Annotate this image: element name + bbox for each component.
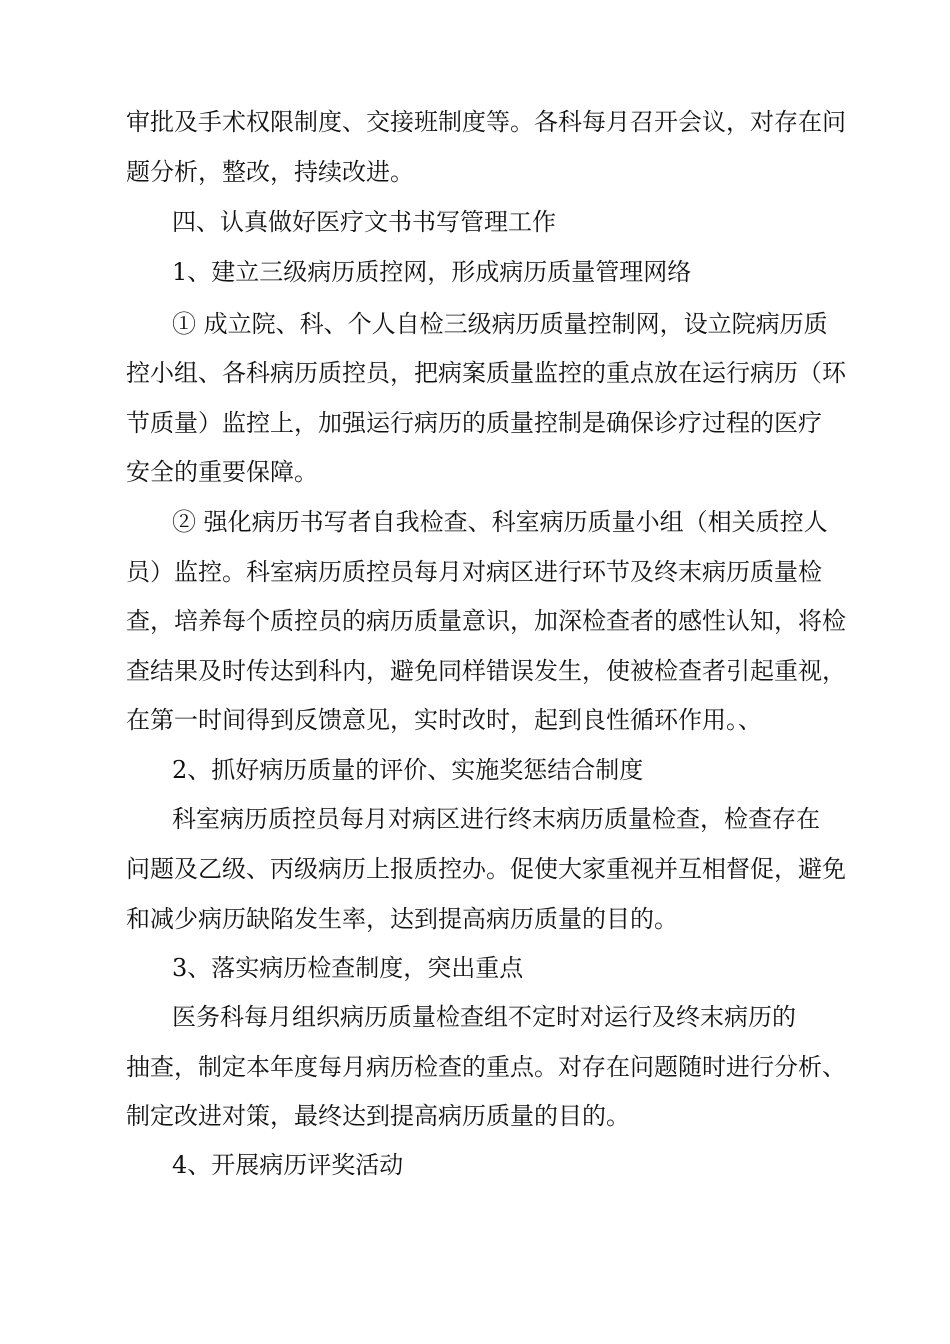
text-line: 查结果及时传达到科内，避免同样错误发生，使被检查者引起重视， <box>126 657 846 685</box>
text-line: 抽查，制定本年度每月病历检查的重点。对存在问题随时进行分析、 <box>126 1053 846 1081</box>
text-line: 安全的重要保障。 <box>126 458 318 486</box>
text-line: 题分析，整改，持续改进。 <box>126 158 414 186</box>
subsection-heading: 1、建立三级病历质控网，形成病历质量管理网络 <box>172 258 692 286</box>
text-line: 科室病历质控员每月对病区进行终末病历质量检查，检查存在 <box>172 805 820 833</box>
subsection-heading: 3、落实病历检查制度，突出重点 <box>172 954 524 982</box>
text-line: 医务科每月组织病历质量检查组不定时对运行及终末病历的 <box>172 1003 796 1031</box>
subsection-heading: 4、开展病历评奖活动 <box>172 1151 404 1179</box>
text-line: 和减少病历缺陷发生率，达到提高病历质量的目的。 <box>126 905 678 933</box>
text-line: 问题及乙级、丙级病历上报质控办。促使大家重视并互相督促，避免 <box>126 855 846 883</box>
text-line: 节质量）监控上，加强运行病历的质量控制是确保诊疗过程的医疗 <box>126 409 822 437</box>
section-heading: 四、认真做好医疗文书书写管理工作 <box>172 208 556 236</box>
text-line: 在第一时间得到反馈意见，实时改时，起到良性循环作用。、 <box>126 706 762 734</box>
subsection-heading: 2、抓好病历质量的评价、实施奖惩结合制度 <box>172 756 644 784</box>
text-line: 查，培养每个质控员的病历质量意识，加深检查者的感性认知，将检 <box>126 607 846 635</box>
text-line: 制定改进对策，最终达到提高病历质量的目的。 <box>126 1102 630 1130</box>
text-line: ② 强化病历书写者自我检查、科室病历质量小组（相关质控人 <box>172 508 828 536</box>
text-line: 控小组、各科病历质控员，把病案质量监控的重点放在运行病历（环 <box>126 359 846 387</box>
text-line: 员）监控。科室病历质控员每月对病区进行环节及终末病历质量检 <box>126 558 822 586</box>
text-line: 审批及手术权限制度、交接班制度等。各科每月召开会议，对存在问 <box>126 108 846 136</box>
text-line: ① 成立院、科、个人自检三级病历质量控制网，设立院病历质 <box>172 310 828 338</box>
